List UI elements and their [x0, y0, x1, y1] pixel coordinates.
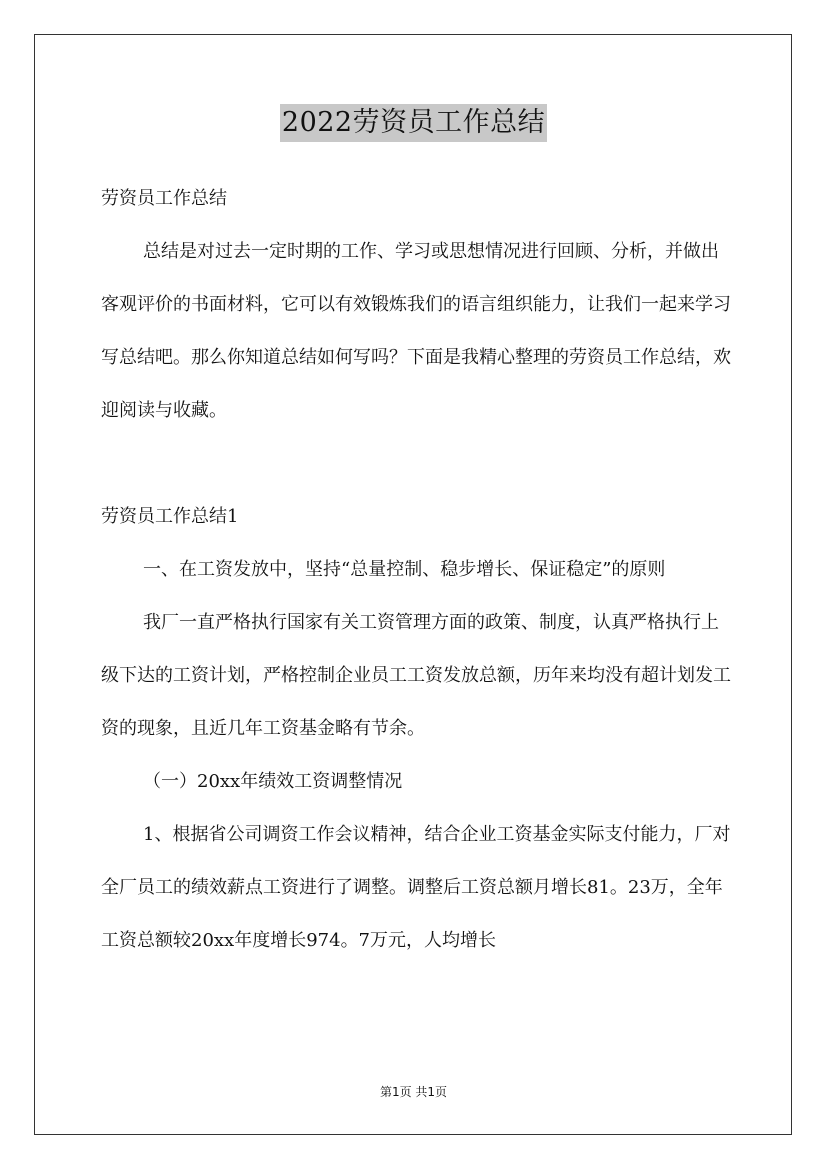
sub-heading: （一）20xx年绩效工资调整情况 [143, 771, 403, 792]
paragraph-gap [101, 437, 731, 490]
document-title: 2022劳资员工作总结 [280, 104, 547, 142]
page-footer [0, 1084, 827, 1100]
document-subtitle: 劳资员工作总结 [101, 188, 227, 209]
intro-paragraph: 总结是对过去一定时期的工作、学习或思想情况进行回顾、分析，并做出客观评价的书面材料，它可以有效锻炼我们的语言组织能力，让我们一起来学习写总结吧。那么你知道总结如何写吗？下面是我精心整理的劳资员工作总结，欢迎阅读与收藏。 [101, 241, 731, 421]
page-number-label: 第1页 共1页 [379, 1085, 448, 1099]
paragraph-three: 1、根据省公司调资工作会议精神，结合企业工资基金实际支付能力，厂对全厂员工的绩效薪点工资进行了调整。调整后工资总额月增长81。23万，全年工资总额较20xx年度增长974。7万元，人均增长 [101, 824, 731, 951]
point-one-paragraph: 一、在工资发放中，坚持“总量控制、稳步增长、保证稳定”的原则 [143, 559, 666, 580]
section-heading: 劳资员工作总结1 [101, 506, 239, 527]
document-body [101, 172, 731, 967]
title-container [0, 104, 827, 142]
paragraph-two: 我厂一直严格执行国家有关工资管理方面的政策、制度，认真严格执行上级下达的工资计划，严格控制企业员工工资发放总额，历年来均没有超计划发工资的现象，且近几年工资基金略有节余。 [101, 612, 731, 739]
